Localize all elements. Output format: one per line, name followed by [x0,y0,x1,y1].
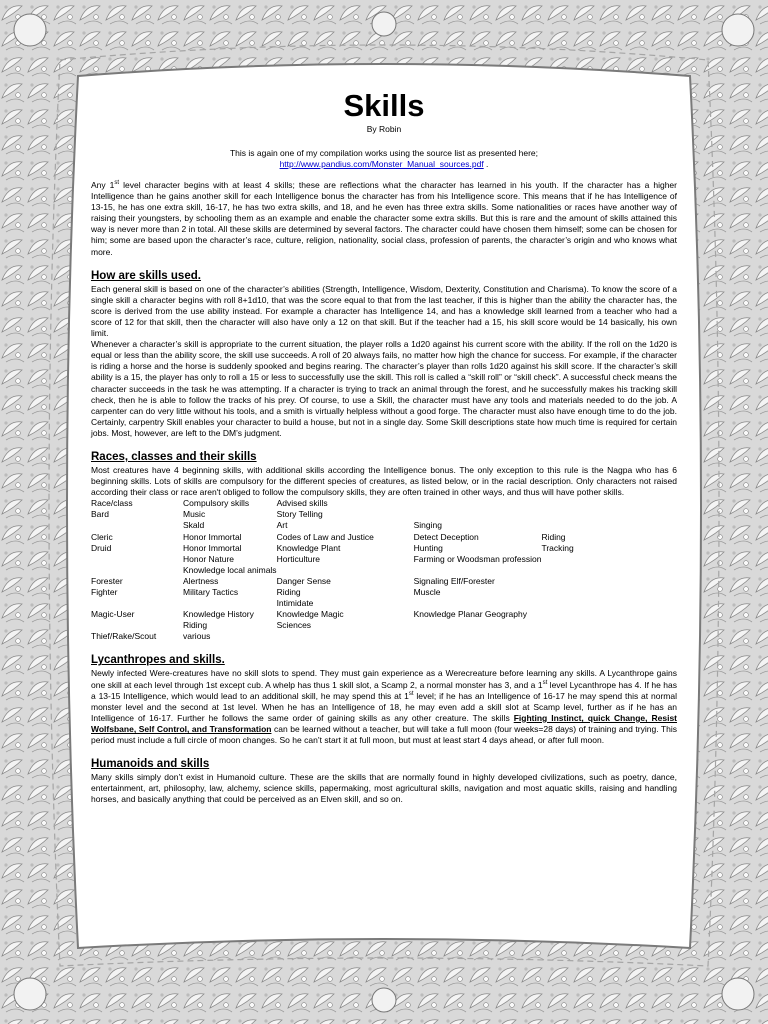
table-cell [414,509,542,520]
table-cell: Compulsory skills [183,498,250,509]
table-cell [277,631,414,642]
how-skills-used-paragraph-1: Each general skill is based on one of the character’s abilities (Strength, Intelligence, Wisdom, Dexterity, Constitution and Charisma). To know the score of a single skill a character begins with roll 8+1d10, that was the score equal to that from the last teacher, if this is higher than the ability the character has, the score is derived from the use ability instead. For example a character has Intelligence 14, and has a knowledge skill learned from a teacher who had a score of 12 for that skill, then the character will also have only a 12 on that skill. But if the teacher had a 15, his skill score would be 14 basically, his own limit. [91,283,677,339]
table-cell [91,620,183,631]
table-cell: Tracking [541,542,574,553]
table-cell [541,498,611,509]
table-cell: Riding [541,531,566,542]
table-row [91,565,611,576]
table-cell: Honor Nature [183,553,235,564]
table-cell: various [183,631,211,642]
table-row [91,620,611,631]
table-cell: Alertness [183,575,219,586]
table-cell: Riding [183,620,208,631]
humanoids-paragraph: Many skills simply don’t exist in Humanoid culture. These are the skills that are normally found in highly developed civilizations, such as poetry, dance, entertainment, art, philosophy, law, alchemy, science skills, papermaking, most agricultural skills, navigation and most aquatic skills, raising and handling horses, and basically anything that could be perceived as an Elven skill, and so on. [91,772,677,805]
table-cell [414,498,542,509]
table-cell [91,520,183,531]
table-cell: Intimidate [276,598,314,609]
table-cell: Race/class [91,498,133,509]
table-cell [91,598,183,609]
table-cell: Thief/Rake/Scout [91,631,157,642]
table-cell [541,631,611,642]
table-cell [541,554,611,565]
table-row [91,520,611,531]
table-cell: Druid [91,542,112,553]
table-cell: Hunting [413,542,443,553]
table-cell [183,598,277,609]
table-cell [541,587,611,598]
table-cell: Codes of Law and Justice [276,531,374,542]
table-cell: Horticulture [276,553,321,564]
table-cell: Danger Sense [276,575,331,586]
how-skills-used-paragraph-2: Whenever a character’s skill is appropriate to the current situation, the player rolls a 1d20 against his current score with the ability. If the roll on the 1d20 is equal or less than the ability score, the skill use succeeds. A roll of 20 always fails, no matter how high the chance for success. For example, if the character is riding a horse and the horse is suddenly spooked and begins rearing. The character’s player than rolls 1d20 against his skill score. If the character’s skill ability is a 15, the player has only to roll a 15 or less to successfully use the skill. This roll is called a “skill roll” or “skill check”. A successful check means the character succeeds in the task he was attempting. If a character is trying to track an animal through the forest, and he successfully makes his tracking skill check, then he is able to follow the tracks of his prey. Of course, to use a Skill, the character must have any tools and materials needed to do the job. A carpenter can do very little without his tools, and a smith is virtually helpless without a good forge. The character must also have enough time to do the job. Certainly, carpentry Skill enables your character to build a house, but not in a single day. Some Skill descriptions state how much time is required for certain jobs. Most, however, are left to the DM’s judgment. [91,339,677,438]
heading-how-skills-used: How are skills used. [91,269,201,282]
table-row [91,587,611,598]
heading-lycanthropes: Lycanthropes and skills. [91,654,225,667]
table-cell [541,598,611,609]
table-cell: Riding [276,587,301,597]
table-cell [541,509,611,520]
table-cell: Music [183,509,206,520]
table-cell: Singing [413,520,442,531]
races-classes-paragraph: Most creatures have 4 beginning skills, with additional skills according the Intelligence bonus. The only exception to this rule is the Nagpa who has 6 beginning skills. Lots of skills are compulsory for the different species of creatures, as listed below, or in the racial description. Only characters not raised according their class or race aren't obliged to follow the compulsory skills, they are often trained in other ways, and thus will have pother skills. [91,464,677,498]
table-cell [91,565,183,576]
table-row [91,609,611,620]
intro-link-suffix: . [483,159,489,169]
author-line: By Robin [366,124,402,134]
table-row [91,532,611,543]
intro-text: This is again one of my compilation works using the source list as presented here; [229,148,539,158]
table-cell [414,620,542,631]
document-body [91,88,677,805]
table-row [91,576,611,587]
table-cell: Fighter [91,587,118,597]
race-class-skill-table [91,498,611,642]
table-cell: Skald [183,520,205,531]
table-row [91,631,611,642]
table-cell: Bard [91,509,109,520]
table-cell: Sciences [276,620,312,631]
heading-races-classes: Races, classes and their skills [91,450,257,463]
source-link[interactable]: http://www.pandius.com/Monster_Manual_sources.pdf [279,159,484,169]
table-cell [541,609,611,620]
table-row [91,498,611,509]
table-cell: Knowledge History [183,609,254,620]
table-cell: Advised skills [276,498,328,509]
table-row [91,598,611,609]
table-cell: Knowledge Magic [276,609,344,620]
table-cell: Knowledge Plant [276,542,341,553]
table-cell [91,554,183,565]
table-cell: Story Telling [276,509,323,520]
table-cell [277,565,414,576]
table-cell: Honor Immortal [183,542,242,553]
table-cell: Military Tactics [183,587,239,597]
table-cell: Farming or Woodsman profession [413,553,542,564]
table-cell [414,565,542,576]
lycanthrope-special-skills: Fighting Instinct, quick Change, Resist Wolfsbane, Self Control, and Transformation [91,712,678,734]
intro-link-line [91,159,677,170]
table-cell [414,631,542,642]
table-cell [541,620,611,631]
intro-block [91,148,677,170]
table-cell: Detect Deception [413,531,479,542]
table-cell [541,576,611,587]
table-cell [541,565,611,576]
heading-humanoids: Humanoids and skills [91,758,210,771]
table-row [91,554,611,565]
table-cell: Magic-User [91,609,135,620]
table-row [91,543,611,554]
table-cell: Art [276,520,288,531]
table-cell: Signaling Elf/Forester [413,575,495,586]
table-cell: Honor Immortal [183,531,242,542]
table-cell: Forester [91,575,123,586]
table-cell: Muscle [413,587,441,597]
table-row [91,509,611,520]
table-cell: Knowledge Planar Geography [413,609,527,620]
page-title: Skills [343,88,425,123]
table-cell: Cleric [91,531,113,542]
intro-paragraph: Any 1st level character begins with at least 4 skills; these are reflections what the character has learned in his youth. If the character has a higher Intelligence than he gains another skill for each Intelligence bonus the character has from his Intelligence score. This means that if he has Intelligence of 13-15, he has one extra skill, 16-17, he has two extra skills, and 18, and he even has three extra skills. Some nationalities or races have another way of raising their youngsters, by schooling them as an example and enable the character some extra skills. But this is rare and the amount of skills attained this way is never more than 2 in total. All these skills are determined by several factors. The character could have chosen them himself; some can be chosen for him; some are based upon the character’s race, culture, religion, nationality, social class, profession of parents, the character’s origin and who knows what more. [91,180,677,257]
table-cell [541,520,611,531]
table-cell [414,598,542,609]
table-cell: Knowledge local animals [183,564,277,575]
lycanthropes-paragraph: Newly infected Were-creatures have no skill slots to spend. They must gain experience as a Werecreature before learning any skills. A Lycanthrope gains one skill at each level through 1st except cub. A whelp has thus 1 skill slot, a Scamp 2, a normal monster has 3, and a 1st level Lycanthrope has 4. If he has a 13-15 Intelligence, which would lead to an additional skill, he may spend this at 1st level; if he has an Intelligence of 16-17 he may spend this at normal monster level and the second at 1st level. When he has an Intelligence of 18, he may even add a skill slot at Scamp level, further as if he has an Intelligence of 16-17. Further he follows the same order of gaining skills as any other creature. The skills Fighting Instinct, quick Change, Resist Wolfsbane, Self Control, and Transformation can be learned without a teacher, but will take a full moon (four weeks=28 days) of training and trying. This period must include a full circle of moon changes. So he can’t start it at full moon, but must at least start 4 days ahead, or after full moon. [91,668,678,746]
